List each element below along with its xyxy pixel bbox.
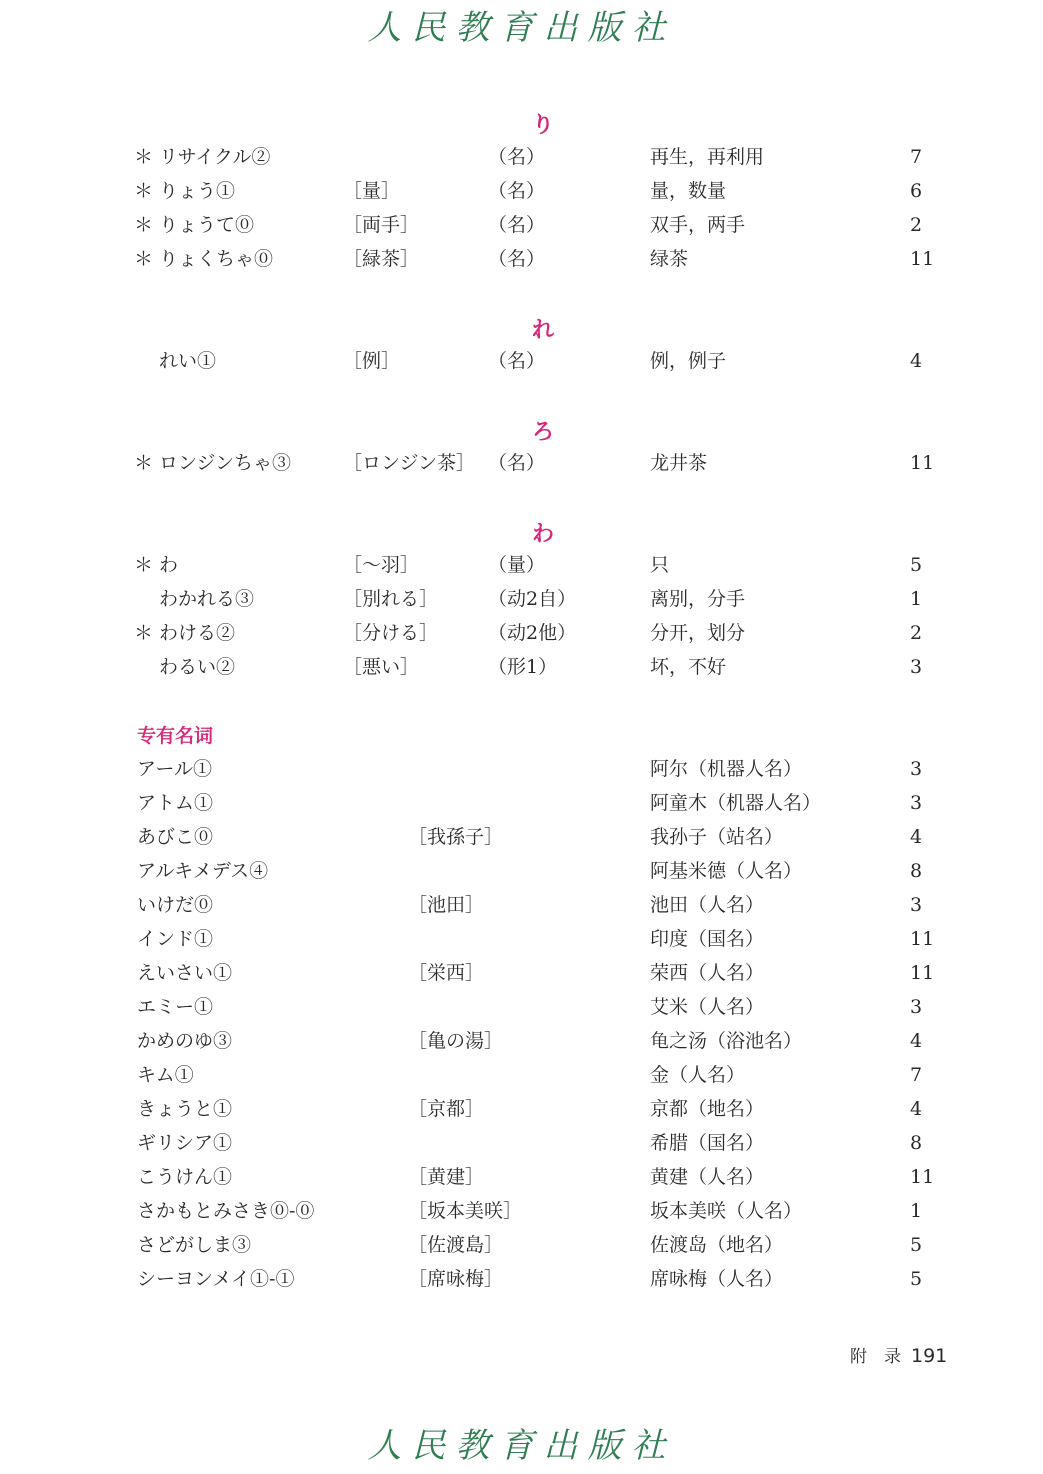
- entry-kanji: ［悪い］: [343, 656, 420, 678]
- entry-pos: （名）: [488, 146, 546, 168]
- entry-word: りょくちゃ⓪: [159, 248, 274, 270]
- entry-lesson: 4: [910, 826, 923, 848]
- entry-word: アルキメデス④: [137, 860, 269, 882]
- vocab-row: [0, 548, 1043, 582]
- entry-lesson: 11: [910, 452, 935, 474]
- star-mark: ＊: [134, 248, 154, 270]
- entry-lesson: 11: [910, 928, 935, 950]
- entry-lesson: 11: [910, 248, 935, 270]
- entry-lesson: 2: [910, 622, 923, 644]
- entry-meaning: 荣西（人名）: [650, 962, 765, 984]
- entry-word: シーヨンメイ①-①: [137, 1268, 295, 1290]
- entry-lesson: 8: [910, 860, 923, 882]
- star-mark: ＊: [134, 554, 154, 576]
- proper-noun-row: [0, 854, 1043, 888]
- entry-meaning: 印度（国名）: [650, 928, 765, 950]
- entry-word: さどがしま③: [137, 1234, 252, 1256]
- entry-meaning: 金（人名）: [650, 1064, 746, 1086]
- entry-word: インド①: [137, 928, 214, 950]
- proper-noun-row: [0, 922, 1043, 956]
- entry-meaning: 京都（地名）: [650, 1098, 765, 1120]
- entry-lesson: 3: [910, 792, 923, 814]
- entry-meaning: 阿童木（机器人名）: [650, 792, 822, 814]
- entry-meaning: 龟之汤（浴池名）: [650, 1030, 803, 1052]
- entry-meaning: 分开，划分: [650, 622, 746, 644]
- entry-meaning: 席咏梅（人名）: [650, 1268, 784, 1290]
- entry-word: わける②: [159, 622, 236, 644]
- entry-word: わ: [159, 554, 179, 576]
- proper-noun-row: [0, 1160, 1043, 1194]
- entry-meaning: 离别，分手: [650, 588, 746, 610]
- entry-lesson: 11: [910, 962, 935, 984]
- section-heading-ro: ろ: [531, 419, 554, 445]
- entry-kanji: ［～羽］: [343, 554, 420, 576]
- star-mark: ＊: [134, 452, 154, 474]
- entry-lesson: 4: [910, 1098, 923, 1120]
- entry-word: ギリシア①: [137, 1132, 233, 1154]
- entry-kanji: ［我孫子］: [408, 826, 504, 848]
- proper-noun-row: [0, 1092, 1043, 1126]
- proper-noun-row: [0, 820, 1043, 854]
- entry-meaning: 我孙子（站名）: [650, 826, 784, 848]
- entry-meaning: 黄建（人名）: [650, 1166, 765, 1188]
- proper-nouns-heading: 专有名词: [137, 725, 214, 747]
- entry-word: ロンジンちゃ③: [159, 452, 292, 474]
- entry-lesson: 5: [910, 554, 923, 576]
- entry-lesson: 1: [910, 1200, 923, 1222]
- entry-meaning: 池田（人名）: [650, 894, 765, 916]
- entry-lesson: 3: [910, 894, 923, 916]
- vocab-row: [0, 650, 1043, 684]
- entry-word: かめのゆ③: [137, 1030, 233, 1052]
- section-heading-ri: り: [531, 112, 554, 138]
- entry-pos: （名）: [488, 214, 546, 236]
- page-number: 191: [911, 1345, 948, 1367]
- entry-lesson: 4: [910, 1030, 923, 1052]
- entry-kanji: ［栄西］: [408, 962, 485, 984]
- entry-word: こうけん①: [137, 1166, 233, 1188]
- entry-word: アール①: [137, 758, 213, 780]
- entry-pos: （名）: [488, 180, 546, 202]
- entry-meaning: 艾米（人名）: [650, 996, 765, 1018]
- entry-word: えいさい①: [137, 962, 233, 984]
- entry-word: いけだ⓪: [137, 894, 214, 916]
- entry-pos: （名）: [488, 350, 546, 372]
- proper-noun-row: [0, 1126, 1043, 1160]
- entry-word: キム①: [137, 1064, 194, 1086]
- vocab-row: [0, 208, 1043, 242]
- entry-kanji: ［分ける］: [343, 622, 439, 644]
- entry-word: リサイクル②: [159, 146, 271, 168]
- entry-lesson: 1: [910, 588, 923, 610]
- proper-noun-row: [0, 1262, 1043, 1296]
- vocab-row: [0, 140, 1043, 174]
- entry-meaning: 绿茶: [650, 248, 689, 270]
- entry-meaning: 阿尔（机器人名）: [650, 758, 803, 780]
- entry-pos: （动2他）: [488, 622, 577, 644]
- entry-lesson: 5: [910, 1234, 923, 1256]
- entry-kanji: ［黄建］: [408, 1166, 485, 1188]
- proper-noun-row: [0, 786, 1043, 820]
- entry-kanji: ［坂本美咲］: [408, 1200, 523, 1222]
- entry-word: わかれる③: [159, 588, 255, 610]
- entry-meaning: 只: [650, 554, 670, 576]
- entry-word: りょう①: [159, 180, 236, 202]
- entry-meaning: 再生，再利用: [650, 146, 765, 168]
- entry-kanji: ［ロンジン茶］: [343, 452, 476, 474]
- entry-meaning: 阿基米德（人名）: [650, 860, 803, 882]
- entry-word: れい①: [159, 350, 217, 372]
- vocab-row: [0, 446, 1043, 480]
- vocab-row: [0, 616, 1043, 650]
- star-mark: ＊: [134, 214, 154, 236]
- star-mark: ＊: [134, 622, 154, 644]
- entry-kanji: ［別れる］: [343, 588, 439, 610]
- entry-kanji: ［亀の湯］: [408, 1030, 504, 1052]
- entry-lesson: 3: [910, 996, 923, 1018]
- entry-lesson: 6: [910, 180, 923, 202]
- entry-lesson: 8: [910, 1132, 923, 1154]
- entry-pos: （动2自）: [488, 588, 577, 610]
- proper-noun-row: [0, 888, 1043, 922]
- entry-meaning: 龙井茶: [650, 452, 708, 474]
- publisher-logo-top: 人民教育出版社: [367, 8, 676, 48]
- vocab-row: [0, 344, 1043, 378]
- entry-pos: （名）: [488, 452, 546, 474]
- proper-noun-row: [0, 1194, 1043, 1228]
- entry-word: エミー①: [137, 996, 214, 1018]
- proper-noun-row: [0, 1228, 1043, 1262]
- proper-noun-row: [0, 1024, 1043, 1058]
- appendix-label: 附 录: [850, 1347, 901, 1367]
- entry-lesson: 7: [910, 146, 923, 168]
- vocab-row: [0, 582, 1043, 616]
- entry-lesson: 4: [910, 350, 923, 372]
- entry-lesson: 7: [910, 1064, 923, 1086]
- proper-noun-row: [0, 1058, 1043, 1092]
- entry-meaning: 坂本美咲（人名）: [650, 1200, 803, 1222]
- entry-lesson: 2: [910, 214, 923, 236]
- entry-kanji: ［例］: [343, 350, 401, 372]
- entry-kanji: ［緑茶］: [343, 248, 420, 270]
- entry-meaning: 双手，两手: [650, 214, 746, 236]
- star-mark: ＊: [134, 180, 154, 202]
- star-mark: ＊: [134, 146, 154, 168]
- entry-kanji: ［量］: [343, 180, 401, 202]
- entry-meaning: 坏，不好: [650, 656, 727, 678]
- entry-kanji: ［席咏梅］: [408, 1268, 504, 1290]
- entry-kanji: ［京都］: [408, 1098, 485, 1120]
- entry-meaning: 佐渡岛（地名）: [650, 1234, 784, 1256]
- entry-word: りょうて⓪: [159, 214, 255, 236]
- proper-noun-row: [0, 752, 1043, 786]
- proper-noun-row: [0, 956, 1043, 990]
- entry-pos: （名）: [488, 248, 546, 270]
- entry-pos: （形1）: [488, 656, 558, 678]
- entry-meaning: 例，例子: [650, 350, 727, 372]
- entry-lesson: 3: [910, 758, 923, 780]
- section-heading-wa: わ: [531, 521, 554, 547]
- entry-word: わるい②: [159, 656, 236, 678]
- entry-kanji: ［両手］: [343, 214, 420, 236]
- entry-word: きょうと①: [137, 1098, 233, 1120]
- entry-lesson: 5: [910, 1268, 923, 1290]
- entry-word: さかもとみさき⓪-⓪: [137, 1200, 315, 1222]
- page-footer: [850, 1342, 947, 1371]
- entry-meaning: 量，数量: [650, 180, 727, 202]
- section-heading-re: れ: [531, 317, 554, 343]
- vocab-row: [0, 242, 1043, 276]
- entry-kanji: ［池田］: [408, 894, 485, 916]
- entry-meaning: 希腊（国名）: [650, 1132, 765, 1154]
- vocab-row: [0, 174, 1043, 208]
- entry-word: アトム①: [137, 792, 214, 814]
- entry-kanji: ［佐渡島］: [408, 1234, 504, 1256]
- entry-pos: （量）: [488, 554, 546, 576]
- entry-lesson: 3: [910, 656, 923, 678]
- entry-lesson: 11: [910, 1166, 935, 1188]
- proper-noun-row: [0, 990, 1043, 1024]
- entry-word: あびこ⓪: [137, 826, 214, 848]
- publisher-logo-bottom: 人民教育出版社: [367, 1426, 676, 1466]
